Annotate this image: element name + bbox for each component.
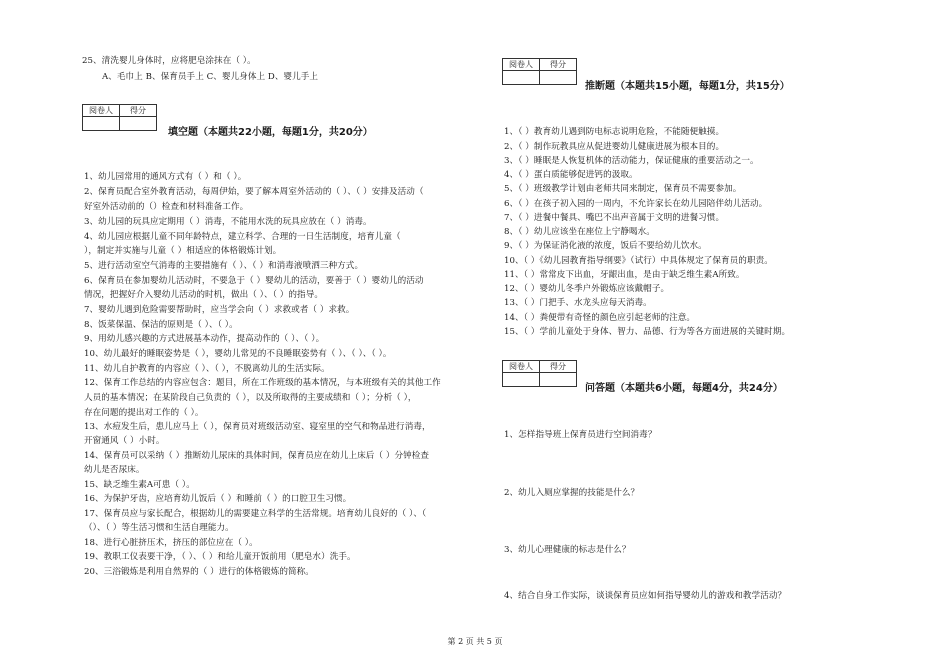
judge-item-11: 11、（ ）常常皮下出血，牙龈出血，是由于缺乏维生素A所致。 (504, 270, 745, 280)
score-label: 得分 (120, 105, 157, 117)
judge-item-8: 8、（ ）幼儿应该坐在座位上宁静喝水。 (504, 227, 655, 237)
judge-section-title: 推断题（本题共15小题，每题1分，共15分） (585, 81, 790, 92)
fill-item-12-cont: 人员的基本情况；在某阶段自己负责的（ ），以及所取得的主要成绩和（ ）；分析（ ）， (84, 393, 417, 403)
reviewer-label: 阅卷人 (83, 105, 120, 117)
fill-item-18: 18、进行心脏挤压术，挤压的部位应在（ ）。 (84, 538, 258, 548)
judge-item-5: 5、（ ）班级教学计划由老师共同来制定，保育员不需要参加。 (504, 184, 742, 194)
judge-item-14: 14、（ ）粪便带有奇怪的颜色应引起老师的注意。 (504, 313, 696, 323)
score-box-qa (502, 360, 577, 387)
fill-item-3: 3、幼儿园的玩具应定期用（ ）消毒，不能用水洗的玩具应放在（ ）消毒。 (84, 217, 372, 227)
fill-item-4: 4、幼儿园应根据儿童不同年龄特点，建立科学、合理的一日生活制度，培育儿童（ (84, 232, 401, 242)
fill-item-13-cont: 开窗通风（ ）小时。 (84, 436, 165, 446)
fill-item-11: 11、幼儿自护教育的内容应（ ）、（ ），不脱离幼儿的生活实际。 (84, 364, 330, 374)
qa-section-title: 问答题（本题共6小题，每题4分，共24分） (585, 383, 783, 394)
fill-item-6: 6、保育员在参加婴幼儿活动时，不要急于（ ）婴幼儿的活动，要善于（ ）婴幼儿的活动 (84, 276, 424, 286)
qa-item-3: 3、幼儿心理健康的标志是什么？ (504, 545, 631, 555)
score-label: 得分 (540, 361, 577, 373)
reviewer-cell (503, 71, 540, 85)
fill-item-13: 13、水痘发生后，患儿应马上（ ），保育员对班级活动室、寝室里的空气和物品进行消毒， (84, 422, 431, 432)
judge-item-2: 2、（ ）制作玩教具应从促进婴幼儿健康进展为根本目的。 (504, 142, 725, 152)
fill-item-14-cont: 幼儿是否尿床。 (84, 465, 145, 475)
score-cell (540, 71, 577, 85)
fill-item-12-cont2: 存在问题的提出对工作的（ ）。 (84, 408, 204, 418)
judge-item-4: 4、（ ）蛋白质能够促进钙的汲取。 (504, 170, 638, 180)
fill-item-7: 7、婴幼儿遇到危险需要帮助时，应当学会向（ ）求救或者（ ）求救。 (84, 305, 355, 315)
page-footer: 第 2 页 共 5 页 (447, 637, 503, 646)
fill-item-10: 10、幼儿最好的睡眠姿势是（ ），婴幼儿常见的不良睡眠姿势有（ ）、（ ）、（ ）。 (84, 349, 392, 359)
reviewer-label: 阅卷人 (503, 59, 540, 71)
fill-item-19: 19、教职工仪表要干净，（ ）、（ ）和给儿童开饭前用（肥皂水）洗手。 (84, 552, 356, 562)
score-box-fill (82, 104, 157, 131)
qa-item-4: 4、结合自身工作实际，谈谈保育员应如何指导婴幼儿的游戏和教学活动？ (504, 591, 787, 601)
judge-item-15: 15、（ ）学前儿童处于身体、智力、品德、行为等各方面进展的关键时期。 (504, 327, 791, 337)
judge-item-1: 1、（ ）教育幼儿遇到防电标志说明危险，不能随便触摸。 (504, 127, 725, 137)
fill-item-16: 16、为保护牙齿，应培育幼儿饭后（ ）和睡前（ ）的口腔卫生习惯。 (84, 494, 352, 504)
score-label: 得分 (540, 59, 577, 71)
judge-item-13: 13、（ ）门把手、水龙头应每天消毒。 (504, 298, 652, 308)
fill-section-title: 填空题（本题共22小题，每题1分，共20分） (168, 127, 373, 138)
reviewer-cell (503, 373, 540, 387)
fill-item-9: 9、用幼儿感兴趣的方式进展基本动作，提高动作的（ ）、（ ）。 (84, 334, 325, 344)
judge-item-9: 9、（ ）为保证消化液的浓度，饭后不要给幼儿饮水。 (504, 241, 707, 251)
fill-item-17-cont: （）、（ ）等生活习惯和生活自理能力。 (84, 523, 234, 533)
judge-item-12: 12、（ ）婴幼儿冬季户外锻炼应该戴帽子。 (504, 284, 670, 294)
fill-item-15: 15、缺乏维生素A可患（ ）。 (84, 480, 195, 490)
judge-item-3: 3、（ ）睡眠是人恢复机体的活动能力，保证健康的重要活动之一。 (504, 156, 759, 166)
question-25-stem: 25、清洗婴儿身体时，应将肥皂涂抹在（ ）。 (82, 56, 256, 66)
fill-item-2-cont (84, 202, 248, 213)
fill-item-2-cont-b: ）检查和材料准备工作。 (153, 202, 249, 212)
fill-item-2-cont-a: 好室外活动前的（ (84, 202, 154, 212)
fill-item-14: 14、保育员可以采纳（ ）推断幼儿尿床的具体时间，保育员应在幼儿上床后（ ）分钟检查 (84, 451, 430, 461)
score-box-judge (502, 58, 577, 85)
reviewer-cell (83, 117, 120, 131)
score-cell (120, 117, 157, 131)
reviewer-label: 阅卷人 (503, 361, 540, 373)
fill-item-17: 17、保育员应与家长配合，根据幼儿的需要建立科学的生活常规。培育幼儿良好的（ ）、（ (84, 509, 427, 519)
fill-item-6-cont: 情况，把握好介入婴幼儿活动的时机，做出（ ）、（ ）的指导。 (84, 290, 323, 300)
qa-item-2: 2、幼儿入厕应掌握的技能是什么？ (504, 488, 640, 498)
fill-item-8: 8、饭菜保温、保洁的原则是（ ）、（ ）。 (84, 320, 238, 330)
fill-item-5: 5、进行活动室空气消毒的主要措施有（ ）、（ ）和消毒液喷洒三种方式。 (84, 261, 364, 271)
score-cell (540, 373, 577, 387)
judge-item-7: 7、（ ）进餐中餐具、嘴巴不出声音属于文明的进餐习惯。 (504, 213, 725, 223)
fill-item-17-cont-text: ）、（ ）等生活习惯和生活自理能力。 (92, 523, 234, 533)
question-25-options: A、毛巾上 B、保育员手上 C、婴儿身体上 D、婴儿手上 (102, 72, 319, 82)
fill-item-2: 2、保育员配合室外教育活动，每周伊始，要了解本周室外活动的（ ）、（ ）安排及活动（ (84, 187, 424, 197)
fill-item-20: 20、三浴锻炼是利用自然界的（ ）进行的体格锻炼的简称。 (84, 567, 314, 577)
fill-item-12: 12、保育工作总结的内容应包含：题目，所在工作班级的基本情况，与本班级有关的其他工作 (84, 378, 441, 388)
judge-item-10: 10、（ ）《幼儿园教育指导纲要》（试行）中具体规定了保育员的职责。 (504, 256, 773, 266)
qa-item-1: 1、怎样指导班上保育员进行空间消毒？ (504, 430, 657, 440)
judge-item-6: 6、（ ）在孩子初入园的一周内，不允许家长在幼儿园陪伴幼儿活动。 (504, 199, 768, 209)
fill-item-1: 1、幼儿园常用的通风方式有（ ）和（ ）。 (84, 172, 247, 182)
fill-item-4-cont: ），制定并实施与儿童（ ）相适应的体格锻炼计划。 (84, 246, 282, 256)
